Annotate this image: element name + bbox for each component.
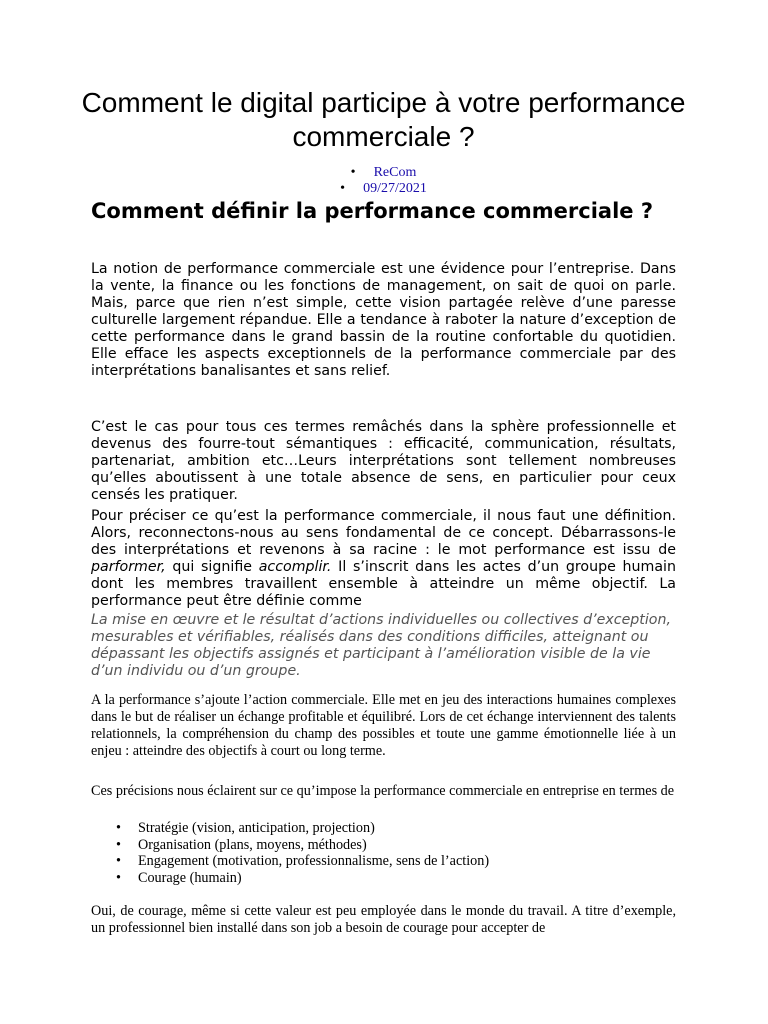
article-meta [91, 165, 676, 197]
definition-quote: La mise en œuvre et le résultat d’actions individuelles ou collectives d’exception, mesurables et vérifiables, réalisés dans des conditions difficiles, atteignant ou dépassant les objectifs assignés et participant à l’amélioration visible de la vie d’un individu ou d’un groupe. [91, 612, 671, 679]
paragraph-intro: La notion de performance commerciale est une évidence pour l’entreprise. Dans la vente, la finance ou les fonctions de management, on sait de quoi on parle. Mais, parce que rien n’est simple, cette vision partagée relève d’une paresse culturelle largement répandue. Elle a tendance à raboter la nature d’exception de cette performance dans le grand bassin de la routine confortable du quotidien. Elle efface les aspects exceptionnels de la performance commerciale par des interprétations banalisantes et sans relief. [91, 261, 676, 379]
meta-author-item [91, 165, 676, 181]
date-link[interactable]: 09/27/2021 [363, 181, 427, 196]
author-link[interactable]: ReCom [373, 165, 417, 180]
meta-date-item [91, 181, 676, 197]
definition-term-accomplir: accomplir. [258, 559, 332, 575]
definition-text-a: Pour préciser ce qu’est la performance commerciale, il nous faut une définition. Alors, reconnectons-nous au sens fondamental de ce concept. Débarrassons-le des interprétations et revenons à sa racine : le mot performance est issu de [91, 508, 676, 558]
list-item: • Organisation (plans, moyens, méthodes) [138, 837, 723, 854]
page-title: Comment le digital participe à votre performance commerciale ? [81, 87, 686, 152]
list-item: • Engagement (motivation, professionnalisme, sens de l’action) [138, 853, 723, 870]
paragraph-terms: C’est le cas pour tous ces termes remâchés dans la sphère professionnelle et devenus des fourre-tout sémantiques : efficacité, communication, résultats, partenariat, ambition etc…Leurs interprétations sont tellement nombreuses qu’elles aboutissent à une totale absence de sens, en particulier pour ceux censés les pratiquer. [91, 419, 676, 503]
list-item: • Courage (humain) [138, 870, 723, 887]
paragraph-courage: Oui, de courage, même si cette valeur est peu employée dans le monde du travail. A titre d’exemple, un professionnel bien installé dans son job a besoin de courage pour accepter de [91, 903, 676, 936]
list-item: • Stratégie (vision, anticipation, projection) [138, 820, 723, 837]
paragraph-definition [91, 508, 676, 610]
paragraph-commercial-action: A la performance s’ajoute l’action commerciale. Elle met en jeu des interactions humaines complexes dans le but de réaliser un échange profitable et équilibré. Lors de cet échange interviennent des talents relationnels, la compréhension du champ des possibles et toute une gamme émotionnelle liée à un enjeu : atteindre des objectifs à court ou long terme. [91, 692, 676, 759]
definition-text-b: qui signifie [165, 559, 259, 575]
definition-text-c: Il s’inscrit dans les actes d’un groupe humain dont les membres travaillent ensemble à atteindre un même objectif. La performance peut être définie comme [91, 559, 676, 609]
criteria-list [91, 820, 723, 886]
definition-term-parformer: parformer, [91, 559, 166, 575]
paragraph-precisions: Ces précisions nous éclairent sur ce qu’impose la performance commerciale en entreprise en termes de [91, 783, 675, 799]
section-heading: Comment définir la performance commerciale ? [91, 199, 654, 223]
